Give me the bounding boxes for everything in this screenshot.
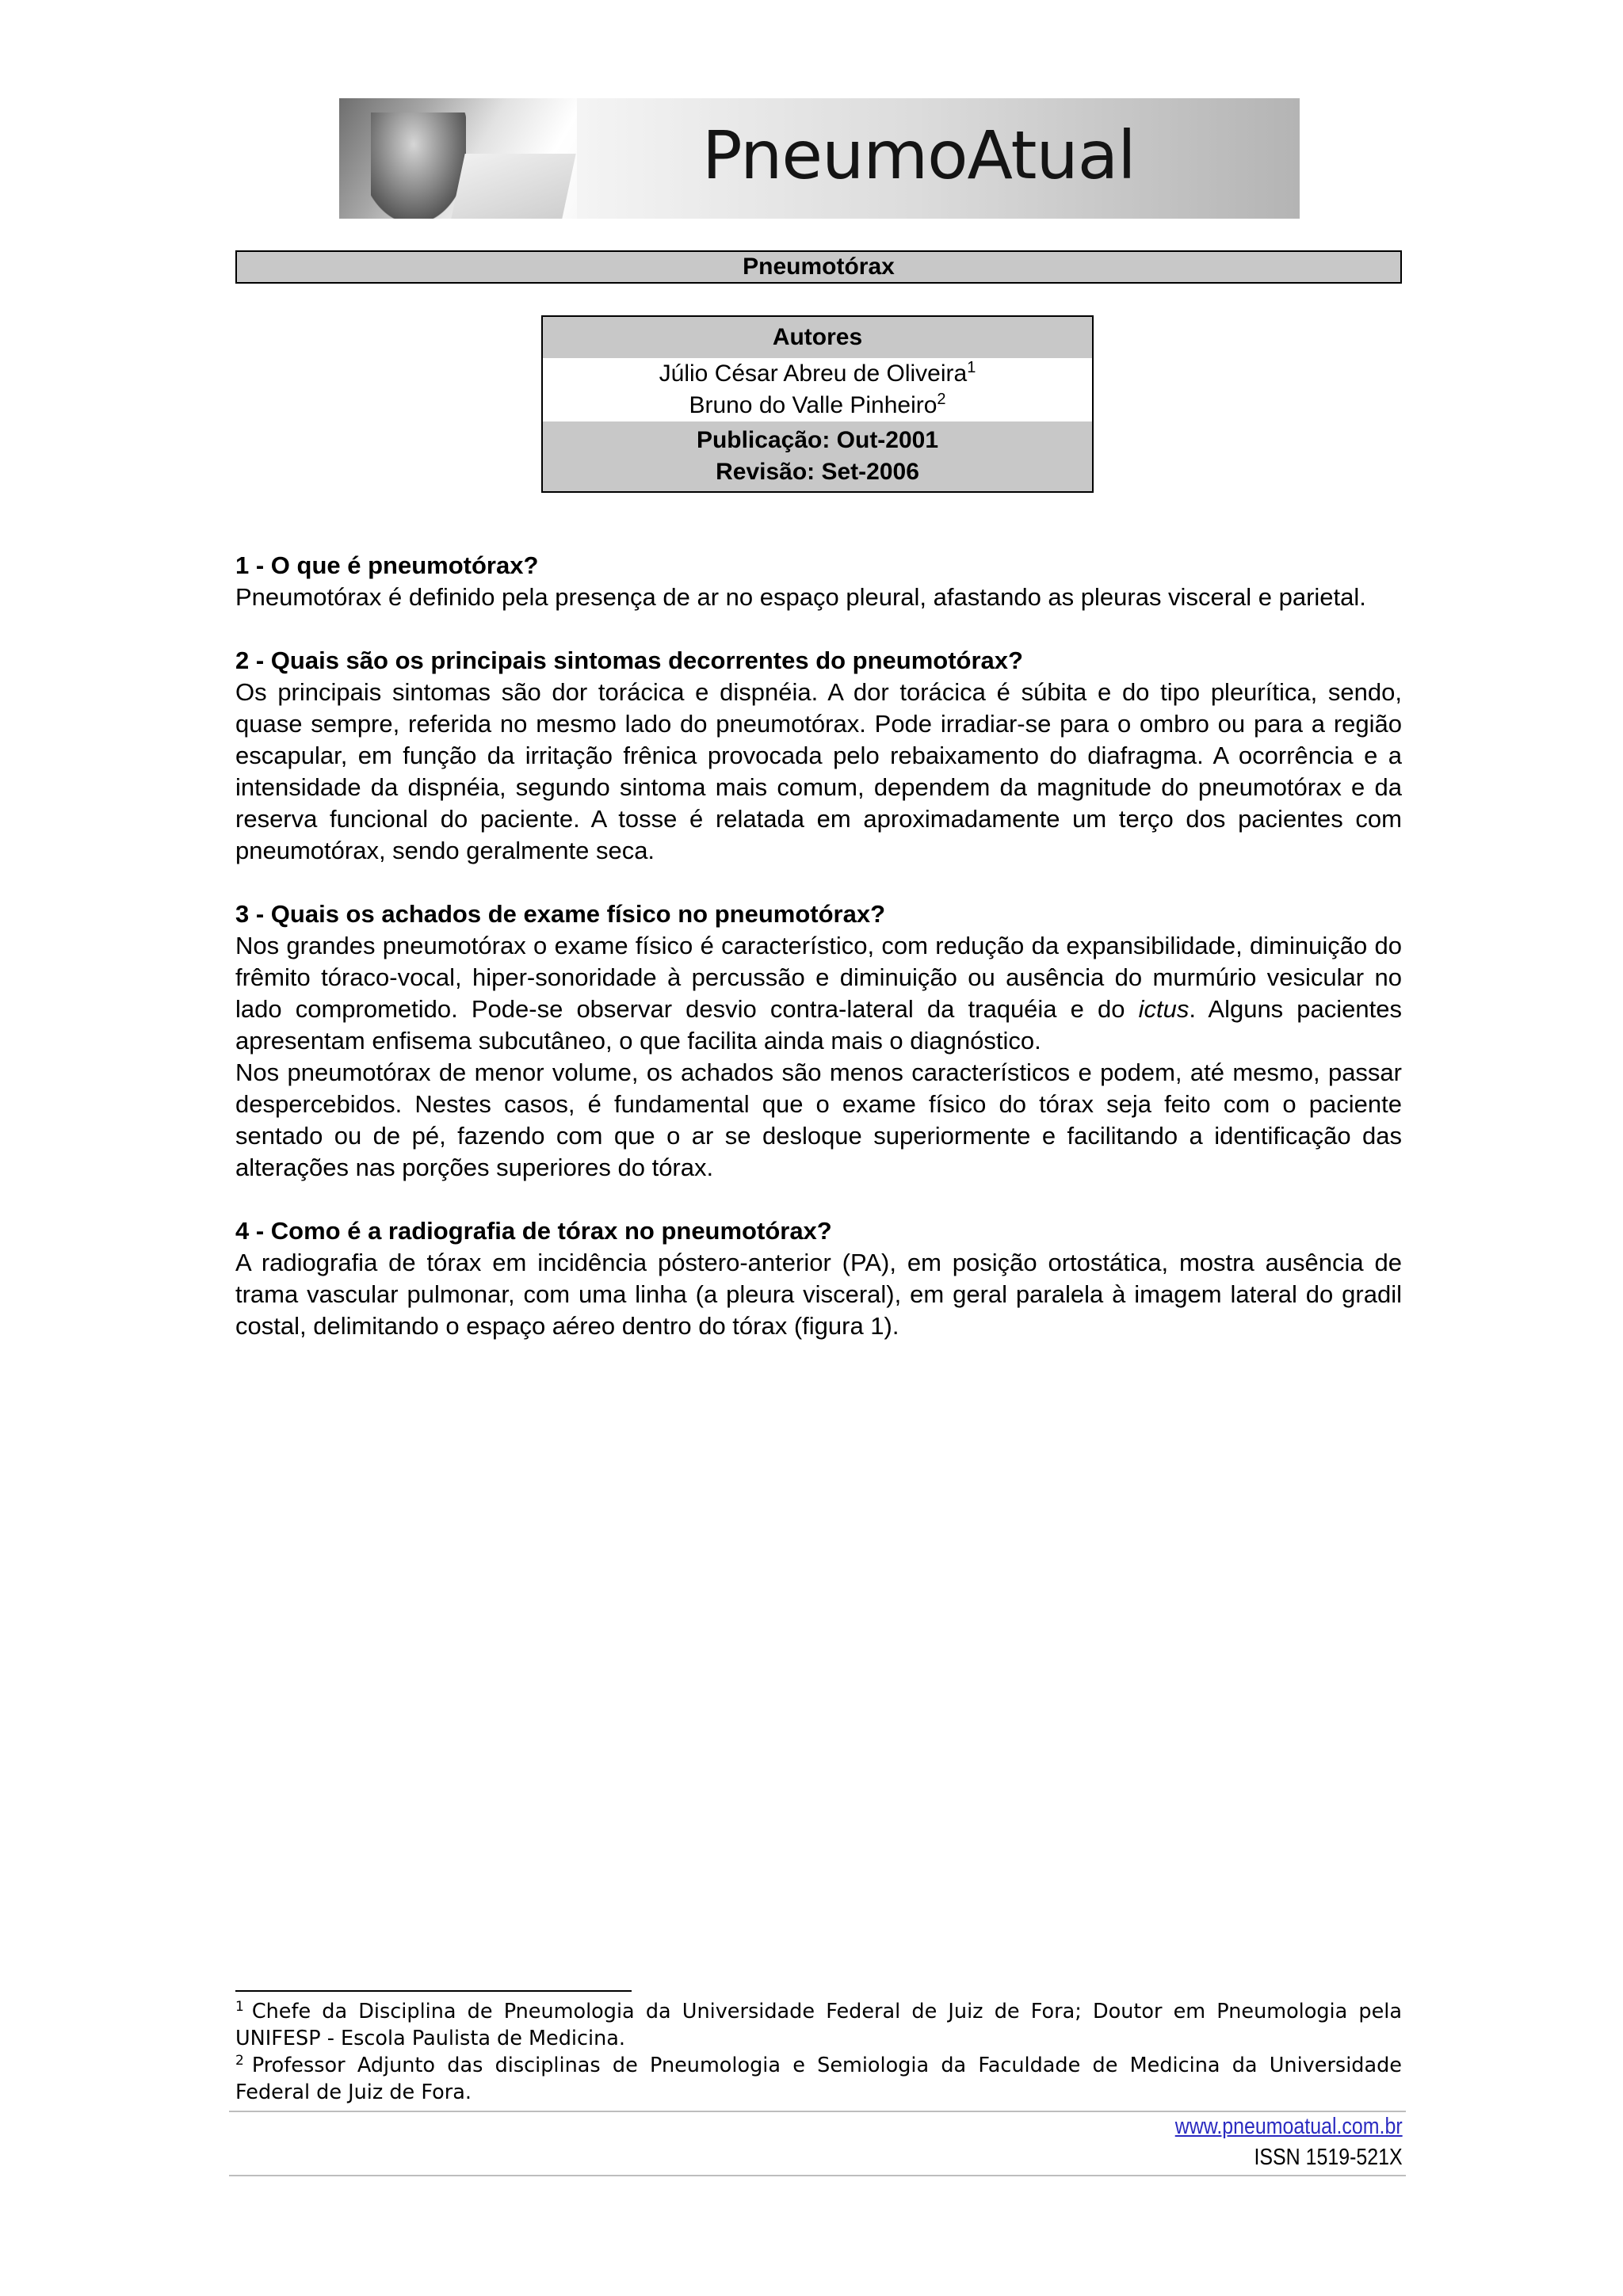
clipboard-shape bbox=[451, 154, 575, 219]
section-paragraph: A radiografia de tórax em incidência póstero-anterior (PA), em posição ortostática, mostra ausência de trama vascular pulmonar, com uma linha (a pleura visceral), em geral paralela à imagem lateral do gradil costal, delimitando o espaço aéreo dentro do tórax (figura 1). bbox=[235, 1249, 1402, 1340]
footnote bbox=[235, 1998, 1402, 2052]
footnote-mark: 1 bbox=[235, 1998, 244, 2015]
article-title: Pneumotórax bbox=[235, 250, 1402, 284]
section-heading: 2 - Quais são os principais sintomas decorrentes do pneumotórax? bbox=[235, 646, 1023, 674]
section-heading: 1 - O que é pneumotórax? bbox=[235, 551, 539, 579]
logo-text: PneumoAtual bbox=[702, 116, 1136, 194]
website-link[interactable]: www.pneumoatual.com.br bbox=[1175, 2114, 1403, 2139]
footer-divider bbox=[229, 2175, 1406, 2176]
paragraph-text: . Alguns pacientes apresentam enfisema subcutâneo, o que facilita ainda mais o diagnóstico. bbox=[235, 995, 1402, 1055]
footnote-text: Professor Adjunto das disciplinas de Pneumologia e Semiologia da Faculdade de Medicina da Universidade Federal de Juiz de Fora. bbox=[235, 2054, 1402, 2104]
paragraph-text: Nos grandes pneumotórax o exame físico é característico, com redução da expansibilidade, diminuição do frêmito tóraco-vocal, hiper-sonoridade à percussão e diminuição ou ausência do murmúrio vesicular no lado comprometido. Pode-se observar desvio contra-lateral da traquéia e do bbox=[235, 932, 1402, 1023]
author-name: Júlio César Abreu de Oliveira bbox=[659, 360, 968, 387]
publication-date: Publicação: Out-2001 bbox=[696, 427, 939, 453]
author-row bbox=[543, 358, 1092, 390]
doctor-photo bbox=[339, 98, 577, 219]
section-paragraph: Pneumotórax é definido pela presença de ar no espaço pleural, afastando as pleuras visceral e parietal. bbox=[235, 583, 1366, 611]
article-body bbox=[235, 550, 1402, 1342]
author-row bbox=[543, 390, 1092, 421]
publication-info bbox=[543, 421, 1092, 491]
section-paragraph bbox=[235, 930, 1402, 1057]
section-paragraph: Os principais sintomas são dor torácica e dispnéia. A dor torácica é súbita e do tipo pleurítica, sendo, quase sempre, referida no mesmo lado do pneumotórax. Pode irradiar-se para o ombro ou para a região escapular, em função da irritação frênica provocada pelo rebaixamento do diafragma. A ocorrência e a intensidade da dispnéia, segundo sintoma mais comum, dependem da magnitude do pneumotórax e da reserva funcional do paciente. A tosse é relatada em aproximadamente um terço dos pacientes com pneumotórax, sendo geralmente seca. bbox=[235, 678, 1402, 864]
footnote bbox=[235, 2052, 1402, 2106]
section-heading: 3 - Quais os achados de exame físico no pneumotórax? bbox=[235, 900, 886, 928]
authors-heading: Autores bbox=[543, 317, 1092, 358]
footnote-mark: 2 bbox=[235, 2052, 244, 2069]
footnote-text: Chefe da Disciplina de Pneumologia da Universidade Federal de Juiz de Fora; Doutor em Pneumologia pela UNIFESP - Escola Paulista de Medicina. bbox=[235, 2000, 1402, 2050]
author-name: Bruno do Valle Pinheiro bbox=[689, 392, 938, 418]
author-footnote-mark: 1 bbox=[967, 359, 976, 376]
footnotes bbox=[235, 1998, 1402, 2106]
section-heading: 4 - Como é a radiografia de tórax no pneumotórax? bbox=[235, 1217, 832, 1245]
issn-label: ISSN 1519-521X bbox=[1254, 2145, 1403, 2170]
footer-divider bbox=[229, 2111, 1406, 2112]
revision-date: Revisão: Set-2006 bbox=[716, 459, 919, 485]
header-banner bbox=[339, 98, 1300, 219]
doctor-figure bbox=[371, 113, 466, 219]
authors-box bbox=[541, 315, 1094, 493]
footnote-divider bbox=[235, 1990, 632, 1992]
section-paragraph: Nos pneumotórax de menor volume, os achados são menos característicos e podem, até mesmo, passar despercebidos. Nestes casos, é fundamental que o exame físico do tórax seja feito com o paciente sentado ou de pé, fazendo com que o ar se desloque superiormente e facilitando a identificação das alterações nas porções superiores do tórax. bbox=[235, 1058, 1402, 1181]
author-footnote-mark: 2 bbox=[937, 391, 946, 408]
italic-term: ictus bbox=[1138, 995, 1190, 1023]
